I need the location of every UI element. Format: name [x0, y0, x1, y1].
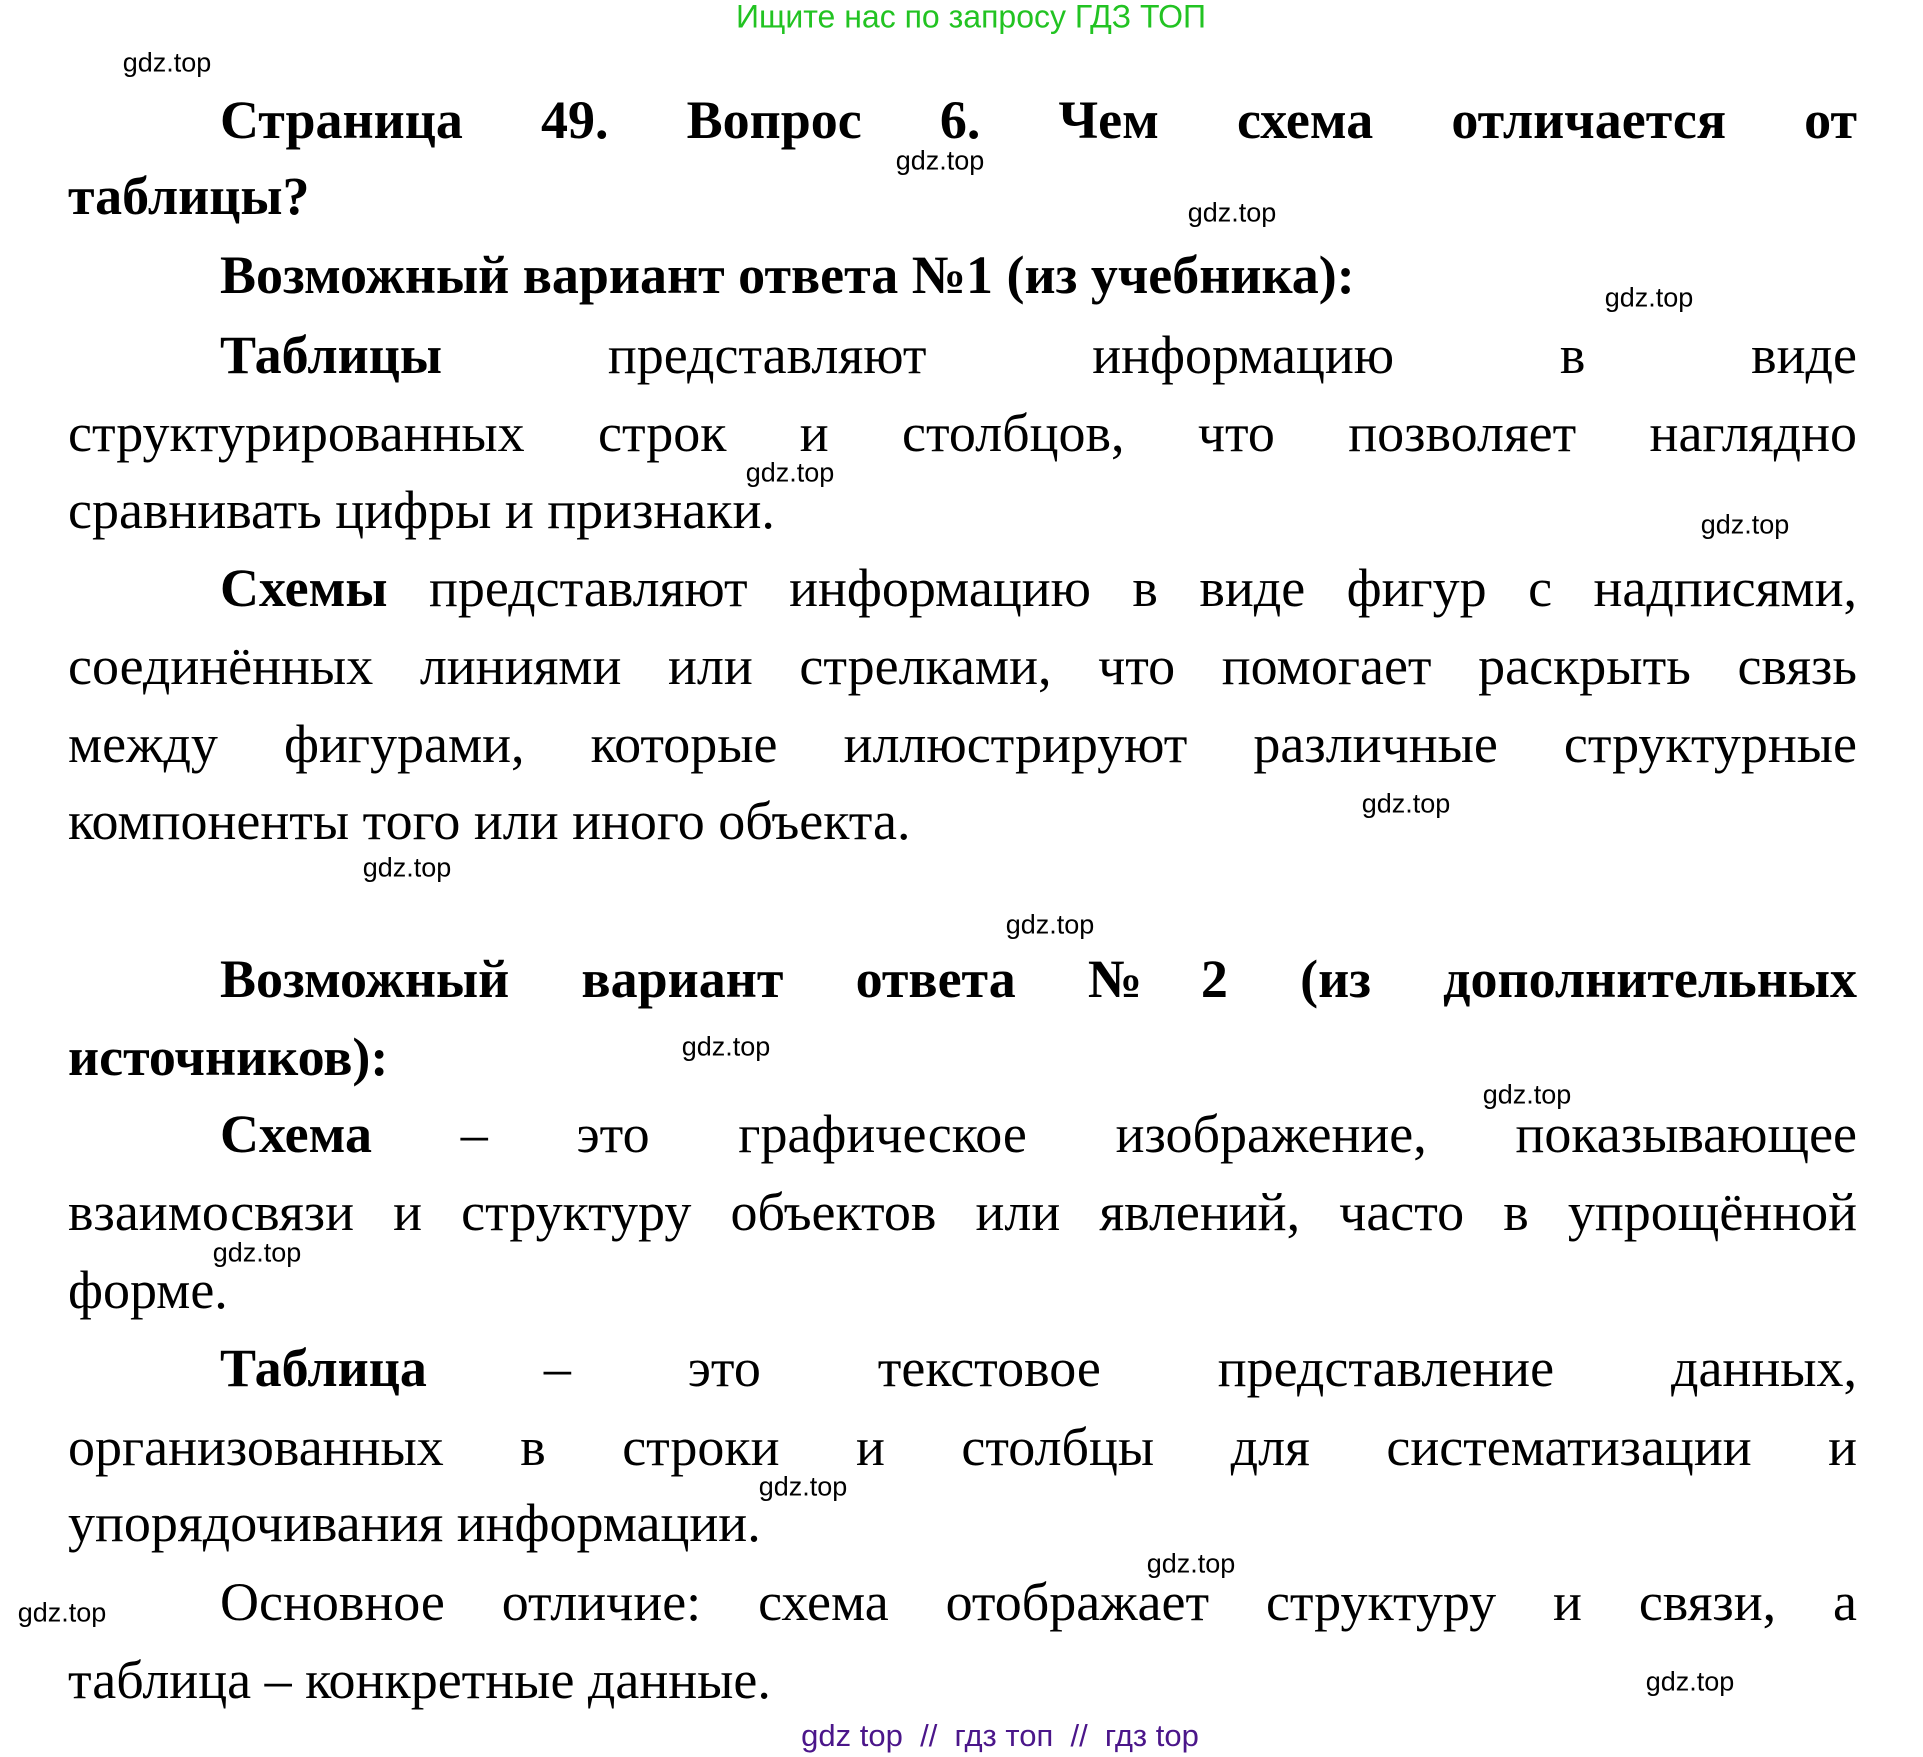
- text: представляют информацию в виде фигур с надписями,: [429, 558, 1857, 618]
- watermark: gdz.top: [758, 1471, 848, 1502]
- watermark: gdz.top: [1005, 909, 1095, 940]
- watermark: gdz.top: [362, 852, 452, 883]
- watermark: gdz.top: [1146, 1548, 1236, 1579]
- text: – это графическое изображение, показывающее: [460, 1104, 1858, 1164]
- answer1-p1-line3: сравнивать цифры и признаки.: [68, 480, 775, 540]
- answer2-heading-line1: Возможный вариант ответа №2 (из дополнительных: [220, 949, 1857, 1009]
- watermark: gdz.top: [895, 145, 985, 176]
- answer1-p2-line1: [220, 552, 1857, 624]
- term-schemes: Схемы: [220, 558, 388, 618]
- search-hint-banner: Ищите нас по запросу ГДЗ ТОП: [736, 0, 1206, 35]
- watermark: gdz.top: [122, 47, 212, 78]
- answer2-p2-line1: [220, 1332, 1857, 1404]
- answer1-p2-line4: компоненты того или иного объекта.: [68, 791, 911, 851]
- watermark: gdz.top: [1604, 282, 1694, 313]
- answer2-heading-line2: источников):: [68, 1027, 389, 1087]
- answer1-heading: Возможный вариант ответа №1 (из учебника):: [220, 245, 1355, 305]
- watermark: gdz.top: [212, 1237, 302, 1268]
- answer2-p1-line2: взаимосвязи и структуру объектов или явлений, часто в упрощённой: [68, 1182, 1857, 1242]
- answer1-p1-line1: [220, 319, 1857, 391]
- answer2-p1-line3: форме.: [68, 1260, 228, 1320]
- answer2-p3-line2: таблица – конкретные данные.: [68, 1650, 771, 1710]
- watermark: gdz.top: [1482, 1079, 1572, 1110]
- term-tables: Таблицы: [220, 325, 443, 385]
- answer2-p2-line3: упорядочивания информации.: [68, 1493, 761, 1553]
- answer1-p1-line2: структурированных строк и столбцов, что позволяет наглядно: [68, 403, 1857, 463]
- term-table: Таблица: [220, 1338, 427, 1398]
- text: представляют информацию в виде: [607, 325, 1858, 385]
- answer2-p1-line1: [220, 1098, 1857, 1170]
- watermark: gdz.top: [681, 1031, 771, 1062]
- watermark: gdz.top: [745, 457, 835, 488]
- answer2-p3-line1: Основное отличие: схема отображает структуру и связи, а: [220, 1572, 1857, 1632]
- text: – это текстовое представление данных,: [543, 1338, 1858, 1398]
- question-title-line2: таблицы?: [68, 166, 310, 226]
- watermark: gdz.top: [1361, 788, 1451, 819]
- watermark: gdz.top: [17, 1597, 107, 1628]
- term-scheme: Схема: [220, 1104, 373, 1164]
- watermark: gdz.top: [1187, 197, 1277, 228]
- watermark: gdz.top: [1700, 509, 1790, 540]
- footer-site-links: gdz top // гдз топ // гдз top: [801, 1718, 1199, 1753]
- watermark: gdz.top: [1645, 1666, 1735, 1697]
- answer2-p2-line2: организованных в строки и столбцы для систематизации и: [68, 1417, 1857, 1477]
- answer1-p2-line2: соединённых линиями или стрелками, что помогает раскрыть связь: [68, 636, 1857, 696]
- answer1-p2-line3: между фигурами, которые иллюстрируют различные структурные: [68, 714, 1857, 774]
- question-title-line1: Страница 49. Вопрос 6. Чем схема отличается от: [220, 90, 1857, 150]
